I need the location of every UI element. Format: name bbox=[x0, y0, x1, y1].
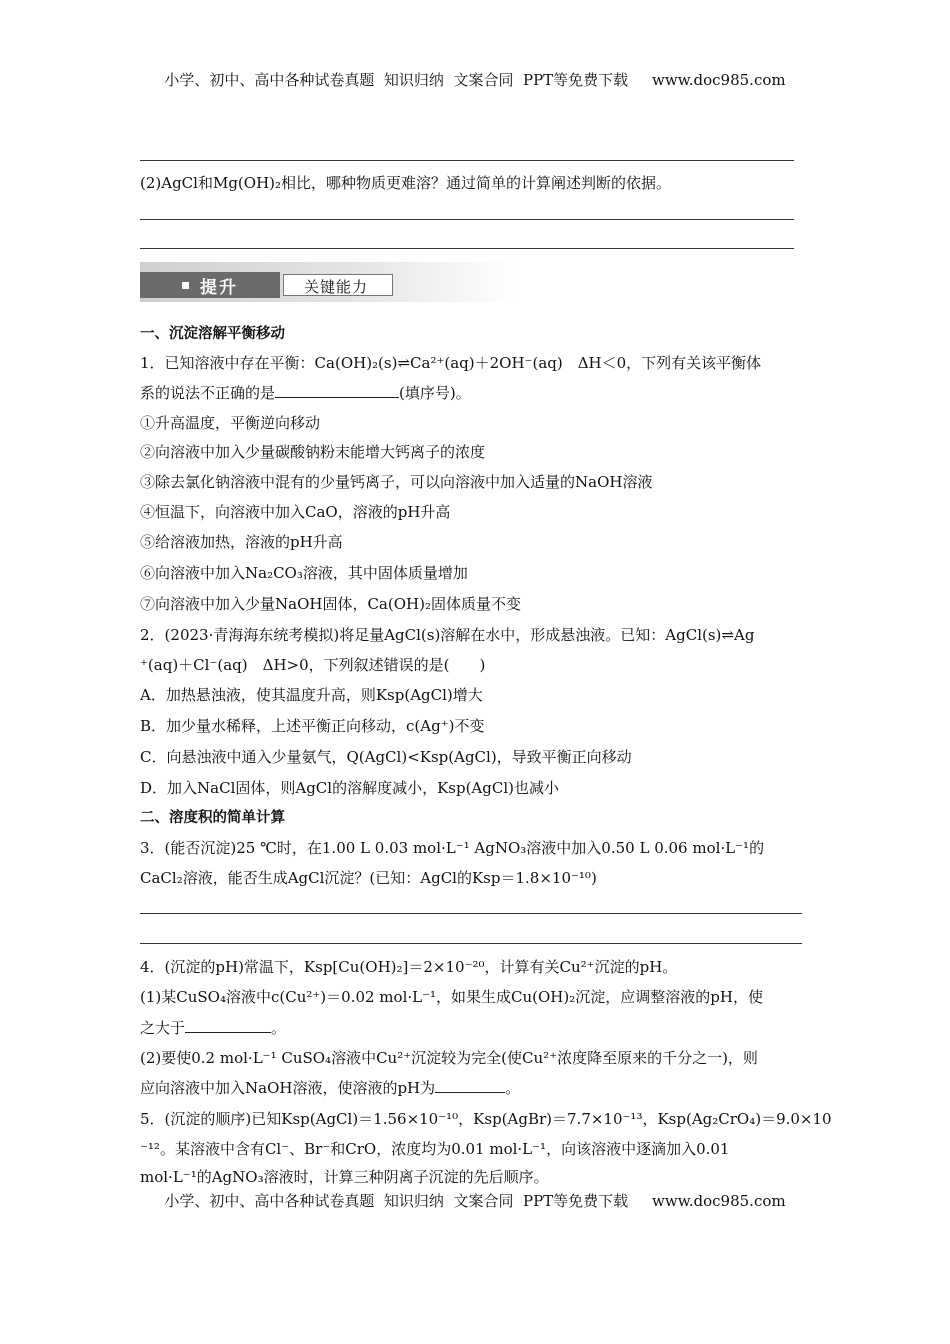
section-heading: 二、溶度积的简单计算 bbox=[140, 810, 285, 826]
answer-line bbox=[140, 913, 802, 914]
question-2-line2: ⁺(aq)＋Cl⁻(aq) ΔH>0，下列叙述错误的是( ) bbox=[140, 656, 486, 674]
page-header: 小学、初中、高中各种试卷真题 知识归纳 文案合同 PPT等免费下载 www.doc985.com bbox=[164, 71, 786, 89]
question-1-line1: 1．已知溶液中存在平衡：Ca(OH)₂(s)⇌Ca²⁺(aq)＋2OH⁻(aq) ΔH＜0，下列有关该平衡体 bbox=[140, 354, 762, 372]
question-4-line1: 4．(沉淀的pH)常温下，Ksp[Cu(OH)₂]＝2×10⁻²⁰，计算有关Cu²⁺沉淀的pH。 bbox=[140, 958, 678, 976]
choice-c: C．向悬浊液中通入少量氨气，Q(AgCl)<Ksp(AgCl)，导致平衡正向移动 bbox=[140, 748, 632, 766]
question-4-2-line1: (2)要使0.2 mol·L⁻¹ CuSO₄溶液中Cu²⁺沉淀较为完全(使Cu²⁺浓度降至原来的千分之一)，则 bbox=[140, 1049, 758, 1067]
answer-line bbox=[140, 219, 794, 220]
answer-line bbox=[140, 248, 794, 249]
option-1: ①升高温度，平衡逆向移动 bbox=[140, 414, 321, 432]
choice-d: D．加入NaCl固体，则AgCl的溶解度减小，Ksp(AgCl)也减小 bbox=[140, 779, 559, 797]
option-4: ④恒温下，向溶液中加入CaO，溶液的pH升高 bbox=[140, 503, 451, 521]
question-1-line2: 系的说法不正确的是 (填序号)。 bbox=[140, 384, 471, 402]
question-5-line1: 5．(沉淀的顺序)已知Ksp(AgCl)＝1.56×10⁻¹⁰，Ksp(AgBr)＝7.7×10⁻¹³，Ksp(Ag₂CrO₄)＝9.0×10 bbox=[140, 1110, 832, 1128]
choice-b: B．加少量水稀释，上述平衡正向移动，c(Ag⁺)不变 bbox=[140, 717, 485, 735]
question-3-line2: CaCl₂溶液，能否生成AgCl沉淀？(已知：AgCl的Ksp＝1.8×10⁻¹⁰) bbox=[140, 869, 597, 887]
option-7: ⑦向溶液中加入少量NaOH固体，Ca(OH)₂固体质量不变 bbox=[140, 595, 521, 613]
option-6: ⑥向溶液中加入Na₂CO₃溶液，其中固体质量增加 bbox=[140, 564, 468, 582]
question-4-2-line2: 应向溶液中加入NaOH溶液，使溶液的pH为 。 bbox=[140, 1079, 521, 1097]
question-4-1-line2: 之大于 。 bbox=[140, 1019, 287, 1037]
question-4-1-line1: (1)某CuSO₄溶液中c(Cu²⁺)＝0.02 mol·L⁻¹，如果生成Cu(OH)₂沉淀，应调整溶液的pH，使 bbox=[140, 988, 763, 1006]
question-5-line2: ⁻¹²。某溶液中含有Cl⁻、Br⁻和CrO，浓度均为0.01 mol·L⁻¹，向该溶液中逐滴加入0.01 bbox=[140, 1140, 730, 1158]
section-heading: 一、沉淀溶解平衡移动 bbox=[140, 326, 285, 342]
square-bullet-icon bbox=[182, 282, 189, 289]
question-5-line3: mol·L⁻¹的AgNO₃溶液时，计算三种阴离子沉淀的先后顺序。 bbox=[140, 1168, 549, 1186]
option-5: ⑤给溶液加热，溶液的pH升高 bbox=[140, 533, 343, 551]
section-banner bbox=[140, 262, 516, 302]
answer-blank[interactable] bbox=[275, 383, 399, 398]
option-2: ②向溶液中加入少量碳酸钠粉末能增大钙离子的浓度 bbox=[140, 443, 486, 461]
answer-blank[interactable] bbox=[185, 1018, 271, 1033]
choice-a: A．加热悬浊液，使其温度升高，则Ksp(AgCl)增大 bbox=[140, 686, 483, 704]
answer-line bbox=[140, 943, 802, 944]
page-footer: 小学、初中、高中各种试卷真题 知识归纳 文案合同 PPT等免费下载 www.doc985.com bbox=[164, 1192, 786, 1210]
answer-blank[interactable] bbox=[435, 1078, 505, 1093]
option-3: ③除去氯化钠溶液中混有的少量钙离子，可以向溶液中加入适量的NaOH溶液 bbox=[140, 473, 653, 491]
answer-line bbox=[140, 160, 794, 161]
banner-tag: 提升 bbox=[200, 278, 238, 298]
question-2-line1: 2．(2023·青海海东统考模拟)将足量AgCl(s)溶解在水中，形成悬浊液。已知：AgCl(s)⇌Ag bbox=[140, 626, 755, 644]
question-3-line1: 3．(能否沉淀)25 ℃时，在1.00 L 0.03 mol·L⁻¹ AgNO₃溶液中加入0.50 L 0.06 mol·L⁻¹的 bbox=[140, 839, 765, 857]
banner-title: 关键能力 bbox=[304, 278, 369, 296]
prev-question-2: (2)AgCl和Mg(OH)₂相比，哪种物质更难溶？通过简单的计算阐述判断的依据。 bbox=[140, 174, 672, 192]
